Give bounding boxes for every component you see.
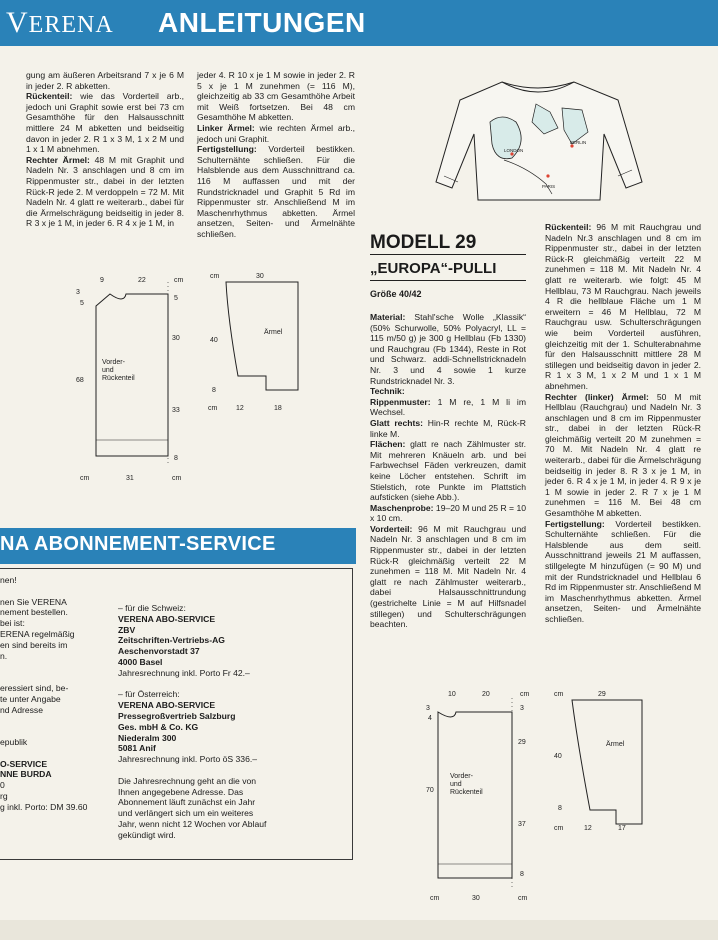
heading-rechter-linker-aermel: Rechter (linker) Ärmel: (545, 391, 649, 402)
schema2-bottom-cm: cm (430, 895, 440, 902)
abo-line: epublik (0, 736, 28, 747)
schema1-left-5: 5 (80, 300, 84, 307)
heading-rueckenteil-2: Rückenteil: (545, 222, 592, 232)
schema-drawing (60, 270, 320, 490)
schema1-sleeve-bcm: cm (208, 405, 218, 412)
schema2-left-3: 3 (426, 705, 430, 712)
abo-line: O-SERVICE (0, 758, 48, 769)
schema2-sleeve-bcm: cm (554, 825, 564, 832)
sleeve-label: Ärmel (606, 741, 625, 748)
schema1-right-5: 5 (174, 295, 178, 302)
schema1-top-cm: cm (174, 277, 184, 284)
heading-technik: Technik: (370, 386, 405, 397)
abo-line: n. (0, 650, 8, 661)
abo-line (0, 586, 110, 597)
paragraph: 48 M mit Graphit und Nadeln Nr. 3 anschlagen und 8 cm im Rippenmuster str., dabei in der letzten Rück-R jede 2. M verdoppeln = 72 M. Mit Nadeln Nr. 4 glatt re weiterarb., dabei für die Ärmelschrägung beidseitig in jeder 8. R 3 x je 1 M, in jeder 6. R 4 x je 1 M, in (26, 154, 185, 229)
abo-line: ERENA regelmäßig (0, 628, 75, 639)
knitting-schema-1 (60, 270, 320, 490)
text-column-3 (370, 312, 526, 630)
schema2-left-4: 4 (428, 715, 432, 722)
heading-vorderteil: Vorderteil: (370, 523, 413, 534)
schema1-top-9: 9 (100, 277, 104, 284)
abo-line: nen Sie VERENA (0, 596, 67, 607)
abo-line: NNE BURDA (0, 769, 52, 780)
heading-rechter-aermel: Rechter Ärmel: (26, 154, 90, 165)
sleeve-label: Ärmel (264, 329, 283, 336)
abo-ch-intro: – für die Schweiz: (118, 603, 186, 613)
brand-logo (6, 6, 114, 40)
schema2-right-37: 37 (518, 821, 526, 828)
schema1-left-3: 3 (76, 289, 80, 296)
heading-rippenmuster: Rippenmuster: (370, 396, 431, 407)
schema1-bottom-cm: cm (80, 475, 90, 482)
schema2-sleeve-12: 12 (584, 825, 592, 832)
abo-ch-price: Jahresrechnung inkl. Porto Fr 42.– (118, 667, 250, 678)
paragraph: 1 M re, 1 M li im Wechsel. (370, 396, 526, 418)
text-column-1 (26, 70, 184, 229)
schema2-side-70: 70 (426, 787, 434, 794)
heading-material: Material: (370, 312, 406, 322)
header-banner (0, 0, 718, 46)
paragraph: 96 M mit Rauchgrau und Nadeln Nr. 3 anschlagen und 8 cm im Rippenmuster str., dabei in der letzten Rück-R gleichmäßig verteilt 22 M zunehmen = 118 M. Mit Nadeln Nr. 4 glatt re nach Zählmuster weiterarb., dabei Halsausschnittrundung (gestrichelte Linie = M auf Hilfsnadel stillegen) und Schulterschrägungen beachten. (370, 523, 527, 630)
divider (370, 280, 526, 281)
heading-rueckenteil: Rückenteil: (26, 91, 73, 102)
model-subtitle: „EUROPA“-PULLI (370, 260, 497, 277)
schema1-bottom-31: 31 (126, 475, 134, 482)
abo-ch-line: Zeitschriften-Vertriebs-AG (118, 635, 225, 646)
model-title: MODELL 29 (370, 232, 477, 253)
abo-box (0, 568, 353, 860)
sweater-drawing (432, 72, 644, 210)
schema1-side-68: 68 (76, 377, 84, 384)
schema2-sleeve-17: 17 (618, 825, 626, 832)
illustration-label-berlin: BERLIN (570, 140, 587, 145)
schema2-sleeve-29: 29 (598, 691, 606, 698)
schema2-right-29: 29 (518, 739, 526, 746)
schema2-bottom-30: 30 (472, 895, 480, 902)
paragraph: 96 M mit Rauchgrau und Nadeln Nr.3 anschlagen und 8 cm im Rippenmuster str., dabei in der letzten Rück-R gleichmäßig verteilt 22 M zunehmen = 118 M. Mit Nadeln Nr. 4 glatt re weiterarb. wie folgt: 45 M Hellblau, 73 M Rauchgrau. Nach jeweils 4 R die hellblaue Fläche um 1 M erweitern = 46 M Hellblau, 72 M Rauchgrau usw. Schulterschrägungen wie beim Vorderteil ausführen, gleichzeitig mit der 1. Schulterabnahme für den Halsausschnitt mittlere 28 M stillegen und beidseitig davon in jeder 2. R 1 x 3 M, 1 x 2 M und 1 x 1 M abnehmen. (545, 222, 702, 391)
schema1-right-8: 8 (174, 455, 178, 462)
illustration-label-london: LONDON (504, 148, 524, 153)
schema1-right-30: 30 (172, 335, 180, 342)
piece-label: Rückenteil (102, 375, 135, 382)
abo-left-column (0, 575, 110, 813)
brand-first: V (6, 6, 29, 39)
sweater-illustration (432, 72, 644, 210)
paragraph: Vorderteil bestikken. Schulternähte schließen. Für die Halsblende aus dem Ausschnittrand ca. 116 M auffassen und mit der Rundstricknadel und Graphit 5 Rd im Rippenmuster str. Anschließend M im Maschenrhythmus abketten. Ärmel ansetzen, Seiten- und Ärmelnähte schließen. (197, 144, 355, 239)
abo-ch-line: VERENA ABO-SERVICE (118, 613, 216, 624)
abo-ch-line: 4000 Basel (118, 656, 163, 667)
heading-fertigstellung-2: Fertigstellung: (545, 518, 605, 529)
abo-footer: Die Jahresrechnung geht an die von Ihnen angegebene Adresse. Das Abonnement läuft zunächst ein Jahr und verlängert sich um ein weiteres Jahr, wenn nicht 12 Wochen vor Ablauf gekündigt wird. (118, 775, 267, 840)
abo-line: 0 (0, 780, 5, 791)
text-column-2 (197, 70, 355, 240)
schema1-sleeve-cm: cm (210, 273, 220, 280)
paragraph: Vorderteil bestikken. Schulternähte schließen. Für die Halsblende aus dem seitl. Ausschnittrand jeweils 21 M auffassen, stillgelegte M hinzufügen (= 90 M) und mit der Rundstricknadel und Hellblau 6 Rd im Rippenmuster str. Anschließend M im Maschenrhythmus abketten. Ärmel ansetzen, Seiten- und Ärmelnähte schließen. (545, 518, 701, 624)
piece-label: und (102, 367, 114, 374)
paragraph: 50 M mit Hellblau (Rauchgrau) und Nadeln Nr. 3 anschlagen und 8 cm im Rippenmuster str., dabei in der letzten Rück-R gleichmäßig verteilt 20 M zunehmen = 70 M. Mit Nadeln Nr. 4 glatt re weiterarb., dabei für die Ärmelschrägung beidseitig in jeder 8. R 3 x je 1 M, in jeder 6. R 4 x je 1 M, in jeder 4. R 9 x je 1 M sowie in jeder 2. R 7 x je 1 M zunehmen = 116 M. Bei 48 cm Gesamthöhe M abketten. (545, 391, 702, 519)
schema1-top-22: 22 (138, 277, 146, 284)
schema2-right-3: 3 (520, 705, 524, 712)
schema1-sleeve-40: 40 (210, 337, 218, 344)
illustration-label-paris: PARIS (542, 184, 556, 189)
schema1-sleeve-18: 18 (274, 405, 282, 412)
abo-line: rg (0, 790, 8, 801)
knitting-schema-2 (420, 686, 710, 904)
abo-at-price: Jahresrechnung inkl. Porto öS 336.– (118, 754, 258, 765)
schema1-sleeve-30: 30 (256, 273, 264, 280)
abo-line: nen! (0, 575, 17, 585)
model-size: Größe 40/42 (370, 289, 422, 299)
piece-label: Rückenteil (450, 789, 483, 796)
section-title: ANLEITUNGEN (158, 7, 366, 38)
schema2-sleeve-cm: cm (554, 691, 564, 698)
abo-ch-line: ZBV (118, 624, 136, 635)
heading-fertigstellung: Fertigstellung: (197, 144, 257, 155)
schema-drawing (420, 686, 710, 904)
abo-title: NA ABONNEMENT-SERVICE (0, 533, 276, 555)
schema2-top-cm: cm (520, 691, 530, 698)
abo-ch-line: Aeschenvorstadt 37 (118, 646, 200, 657)
heading-maschenprobe: Maschenprobe: (370, 502, 434, 513)
page-bottom-edge (0, 920, 718, 940)
schema1-sleeve-12: 12 (236, 405, 244, 412)
piece-label: und (450, 781, 462, 788)
paragraph: gung am äußeren Arbeitsrand 7 x je 6 M in jeder 2. R abketten. (26, 70, 184, 91)
paragraph: glatt re nach Zählmuster str. Mit mehreren Knäueln arb. und bei Farbwechsel Fäden verkreuzen, damit keine Löcher entstehen. Schrift im Stielstich, rote Punkte im Plattstich aufsticken (siehe Abb.). (370, 439, 527, 503)
abo-line: nd Adresse (0, 704, 43, 715)
schema2-sleeve-40: 40 (554, 753, 562, 760)
paragraph: jeder 4. R 10 x je 1 M sowie in jeder 2. R 5 x je 1 M zunehmen (= 116 M), gleichzeitig ab 33 cm Gesamthöhe Arbeit mit Weiß fortsetzen. Bei 48 cm Gesamthöhe M abketten. (197, 70, 355, 123)
piece-label: Vorder- (102, 359, 125, 366)
divider (370, 254, 526, 255)
abo-at-line: Ges. mbH & Co. KG (118, 721, 199, 732)
abo-at-line: Niederalm 300 (118, 732, 177, 743)
paragraph: 19–20 M und 25 R = 10 x 10 cm. (370, 502, 527, 524)
paragraph: Hin-R rechte M, Rück-R linke M. (370, 417, 526, 439)
abo-line: g inkl. Porto: DM 39.60 (0, 801, 88, 812)
heading-glatt-rechts: Glatt rechts: (370, 417, 423, 428)
heading-linker-aermel: Linker Ärmel: (197, 122, 255, 133)
schema2-bottom-cm2: cm (518, 895, 528, 902)
abo-at-line: 5081 Anif (118, 743, 156, 754)
abo-line: nement bestellen. (0, 607, 68, 618)
abo-line: bei ist: (0, 618, 25, 629)
schema2-top-10: 10 (448, 691, 456, 698)
schema1-sleeve-8: 8 (212, 387, 216, 394)
text-column-4 (545, 222, 701, 625)
abo-at-intro: – für Österreich: (118, 689, 180, 700)
schema2-sleeve-8: 8 (558, 805, 562, 812)
piece-label: Vorder- (450, 773, 473, 780)
abo-at-line: VERENA ABO-SERVICE (118, 700, 216, 711)
abo-line: en sind bereits im (0, 639, 68, 650)
paragraph: Stahl'sche Wolle „Klassik“ (50% Schurwolle, 50% Polyacryl, LL = 115 m/50 g) je 300 g Hellblau (Fb 1330) und Rauchgrau (Fb 1344), Reste in Rot und Schwarz. addi-Schnellstricknadeln Nr. 3 und 4 sowie 1 kurze Rundstricknadel Nr. 3. (370, 312, 526, 386)
schema1-bottom-cm2: cm (172, 475, 182, 482)
abo-line: te unter Angabe (0, 693, 61, 704)
abo-banner (0, 528, 356, 564)
schema2-right-8: 8 (520, 871, 524, 878)
abo-line: eressiert sind, be- (0, 682, 69, 693)
abo-right-column (118, 603, 348, 841)
paragraph: wie rechten Ärmel arb., jedoch uni Graphit. (197, 122, 356, 144)
brand-rest: ERENA (28, 12, 114, 38)
heading-flaechen: Flächen: (370, 439, 406, 450)
schema2-top-20: 20 (482, 691, 490, 698)
schema1-right-33: 33 (172, 407, 180, 414)
paragraph: wie das Vorderteil arb., jedoch uni Graphit sowie erst bei 73 cm Gesamthöhe für den Halsausschnitt mittlere 24 M abketten und beidseitig davon in jeder 2. R 1 x 3 M, 1 x 2 M und 1 x 1 M abnehmen. (26, 91, 184, 155)
abo-at-line: Pressegroßvertrieb Salzburg (118, 710, 236, 721)
